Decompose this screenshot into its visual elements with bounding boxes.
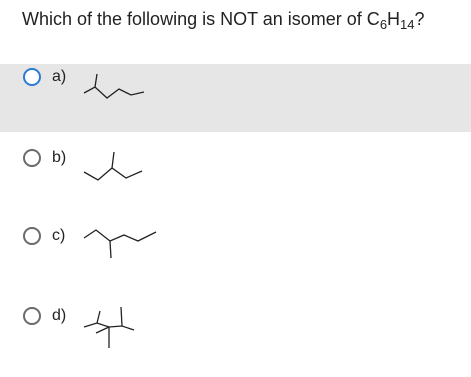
answer-option-c[interactable] xyxy=(0,221,471,289)
answer-option-a[interactable] xyxy=(0,64,471,132)
answer-option-d[interactable] xyxy=(0,299,471,367)
radio-option-c[interactable] xyxy=(23,227,41,245)
skeletal-structure-icon xyxy=(84,299,136,355)
skeletal-structure-icon xyxy=(84,224,160,260)
answer-option-b[interactable] xyxy=(0,143,471,211)
radio-option-b[interactable] xyxy=(23,149,41,167)
option-d-label: d) xyxy=(52,307,67,324)
option-b-label: b) xyxy=(52,149,67,166)
skeletal-structure-icon xyxy=(84,149,150,183)
question-text: Which of the following is NOT an isomer of $C_6H_{14}$? xyxy=(22,9,425,32)
skeletal-structure-icon xyxy=(84,72,148,102)
radio-option-a[interactable] xyxy=(23,68,41,86)
option-a-label: a) xyxy=(52,68,67,85)
radio-option-d[interactable] xyxy=(23,307,41,325)
option-c-label: c) xyxy=(52,227,66,244)
